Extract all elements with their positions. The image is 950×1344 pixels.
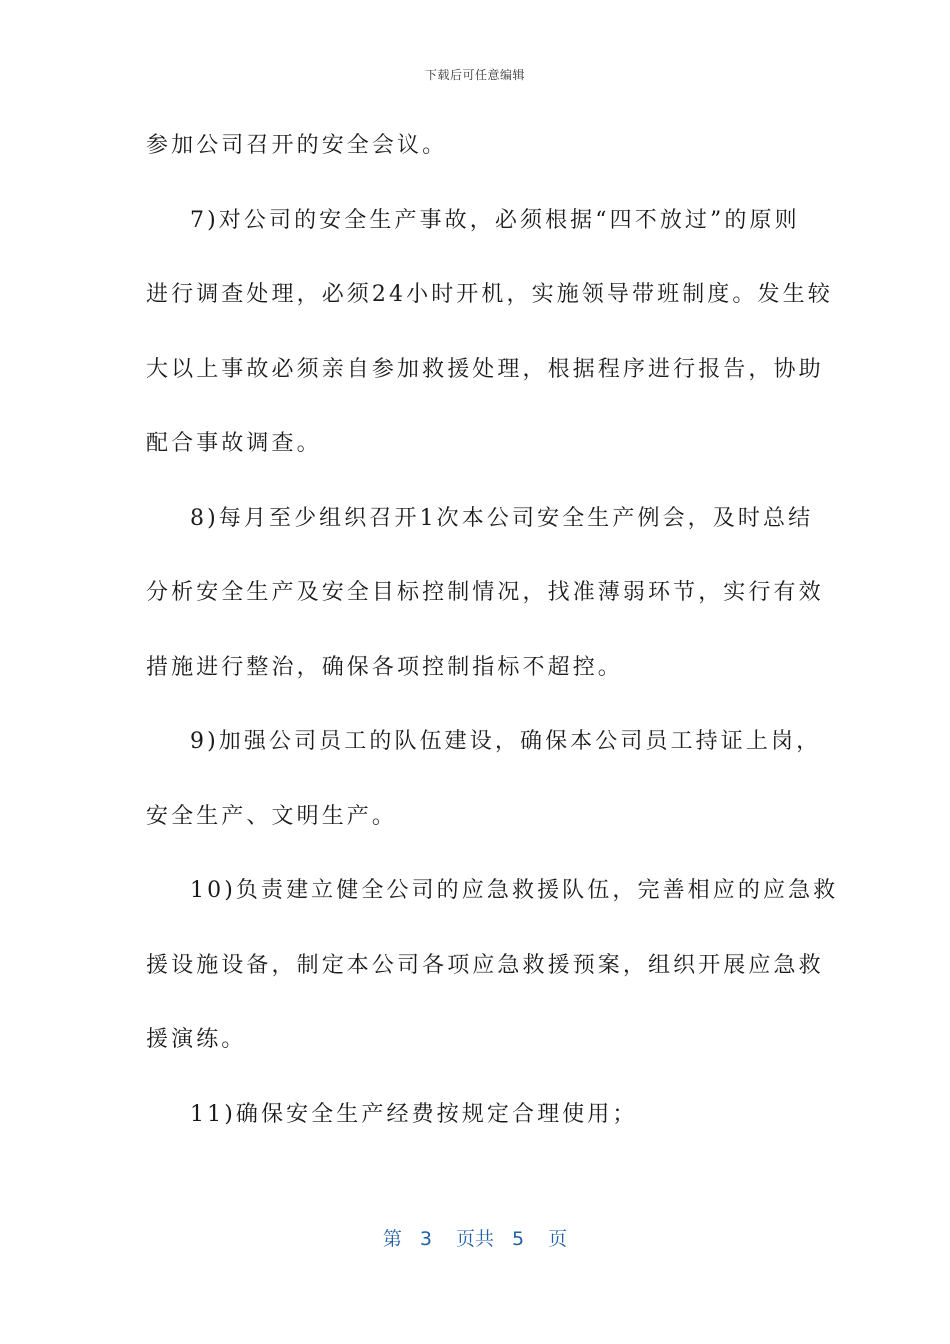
footer-prefix: 第 — [382, 1228, 402, 1250]
body-line: 措施进行整治，确保各项控制指标不超控。 — [146, 654, 623, 680]
body-line: 大以上事故必须亲自参加救援处理，根据程序进行报告，协助 — [146, 356, 824, 382]
body-line: 8)每月至少组织召开1次本公司安全生产例会，及时总结 — [190, 505, 814, 531]
body-line: 9)加强公司员工的队伍建设，确保本公司员工持证上岗， — [190, 729, 822, 754]
body-line: 7)对公司的安全生产事故，必须根据“四不放过”的原则 — [190, 207, 800, 233]
body-line: 分析安全生产及安全目标控制情况，找准薄弱环节，实行有效 — [146, 580, 824, 605]
footer-middle: 页共 — [455, 1228, 494, 1250]
page-header: 下载后可任意编辑 — [424, 68, 525, 82]
page-footer — [0, 1224, 950, 1251]
footer-suffix: 页 — [548, 1228, 568, 1250]
body-line: 援演练。 — [146, 1027, 247, 1052]
body-line: 安全生产、文明生产。 — [146, 803, 398, 829]
body-line: 配合事故调查。 — [146, 431, 322, 456]
body-line: 参加公司召开的安全会议。 — [146, 133, 448, 158]
current-page-number: 3 — [419, 1228, 432, 1250]
body-line: 进行调查处理，必须24小时开机，实施领导带班制度。发生较 — [146, 282, 833, 307]
document-body — [146, 120, 839, 1163]
total-pages-number: 5 — [512, 1228, 525, 1250]
body-line: 援设施设备，制定本公司各项应急救援预案，组织开展应急救 — [146, 952, 824, 978]
body-line: 11)确保安全生产经费按规定合理使用； — [190, 1101, 638, 1127]
body-line: 10)负责建立健全公司的应急救援队伍，完善相应的应急救 — [190, 878, 839, 903]
